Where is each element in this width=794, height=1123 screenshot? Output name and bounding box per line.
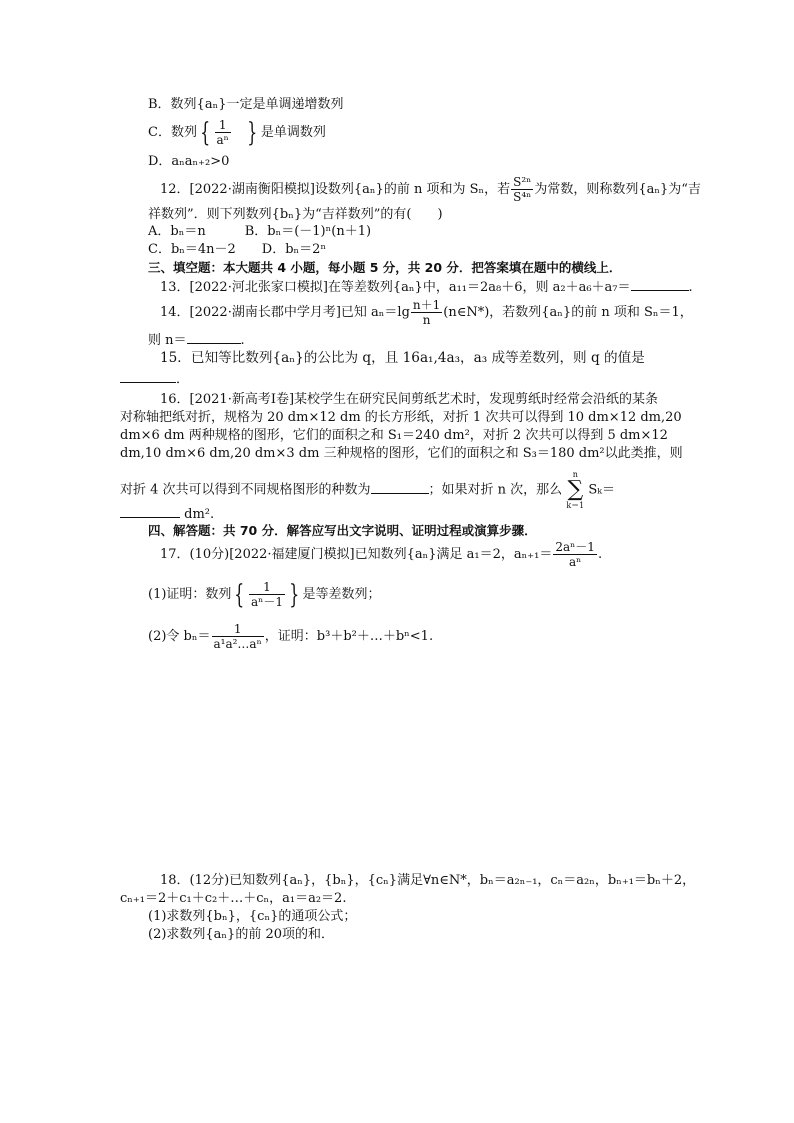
q18-line1: 18．(12分)已知数列{aₙ}，{bₙ}，{cₙ}满足∀n∈N*，bₙ＝a₂ₙ₋₁，cₙ＝a₂ₙ，bₙ₊₁＝bₙ＋2， xyxy=(160,873,696,888)
q17-part2-fraction: $\frac{1}{\text{a¹a²…aⁿ}}$ xyxy=(213,622,262,651)
q16-answer-blank-2 xyxy=(120,505,180,518)
q17-part2: (2)令 bₙ＝ $\frac{1}{\text{a¹a²…aⁿ}}$ ，证明：b³＋b²＋…＋bⁿ<1. xyxy=(148,622,434,651)
q16-line5: 对折 4 次共可以得到不同规格图形的种数为 ；如果对折 n 次，那么 n ∑ k＝1 Sₖ＝ xyxy=(120,470,616,510)
q16-line2: 对称轴把纸对折，规格为 20 dm×12 dm 的长方形纸，对折 1 次共可以得到 10 dm×12 dm,20 xyxy=(120,410,682,425)
q15-answer-blank xyxy=(120,370,176,383)
q16-line6: dm². xyxy=(120,505,214,523)
q14-stem-line2: 则 n＝ . xyxy=(148,333,245,348)
q16-line1: 16．[2021·新高考Ⅰ卷]某校学生在研究民间剪纸艺术时，发现剪纸时经常会沿纸的某条 xyxy=(160,392,659,407)
q12-options-ab: A．bₙ＝n B．bₙ＝(－1)ⁿ(n＋1) xyxy=(148,224,372,239)
section-three-heading: 三、填空题：本大题共 4 小题，每小题 5 分，共 20 分．把答案填在题中的横线上． xyxy=(148,260,622,275)
q18-line2: cₙ₊₁＝2＋c₁＋c₂＋…＋cₙ，a₁＝a₂＝2. xyxy=(120,891,347,906)
q17-fraction: $\frac{\text{2aⁿ－1}}{\text{aⁿ}}$ xyxy=(555,540,595,569)
q18-part1: (1)求数列{bₙ}，{cₙ}的通项公式； xyxy=(148,909,357,924)
q15-stem: 15．已知等比数列{aₙ}的公比为 q，且 16a₁,4a₃，a₃ 成等差数列，则 q 的值是 xyxy=(160,350,645,366)
q11-option-b: B．数列{aₙ}一定是单调递增数列 xyxy=(148,97,344,112)
section-four-heading: 四、解答题：共 70 分．解答应写出文字说明、证明过程或演算步骤． xyxy=(148,523,537,538)
q14-fraction: $\frac{n+1}{n}$ xyxy=(412,298,441,327)
q11-c-fraction: $\frac{1}{\text{aⁿ}}$ xyxy=(216,118,229,147)
q14-stem: 14．[2022·湖南长郡中学月考]已知 aₙ＝lg $\frac{n+1}{n}$ (n∈N*)，若数列{aₙ}的前 n 项和 Sₙ＝1， xyxy=(160,298,693,327)
summation-symbol: n ∑ k＝1 xyxy=(566,470,585,510)
q18-part2: (2)求数列{aₙ}的前 20项的和． xyxy=(148,927,335,942)
q12-fraction: $\frac{\text{S²ⁿ}}{\text{S⁴ⁿ}}$ xyxy=(513,175,532,204)
q12-stem: 12．[2022·湖南衡阳模拟]设数列{aₙ}的前 n 项和为 Sₙ，若 $\frac{\text{S²ⁿ}}{\text{S⁴ⁿ}}$ 为常数，则称数列{aₙ}为“吉 xyxy=(160,175,701,204)
q17-part1-fraction: $\frac{1}{\text{aⁿ－1}}$ xyxy=(250,580,283,609)
q12-stem-line2: 祥数列”．则下列数列{bₙ}为“吉祥数列”的有( ) xyxy=(148,207,443,222)
q16-line4: dm,10 dm×6 dm,20 dm×3 dm 三种规格的图形，它们的面积之和 S₃＝180 dm²以此类推，则 xyxy=(120,446,683,461)
q16-answer-blank-1 xyxy=(371,481,429,494)
q14-answer-blank xyxy=(187,331,241,344)
q15-stem-line2: ． xyxy=(120,370,189,388)
q11-option-d: D．aₙaₙ₊₂>0 xyxy=(148,154,230,169)
q17-stem: 17．(10分)[2022·福建厦门模拟]已知数列{aₙ}满足 a₁＝2，aₙ₊₁＝ $\frac{\text{2aⁿ－1}}{\text{aⁿ}}$ . xyxy=(160,540,603,569)
q13-answer-blank xyxy=(631,278,689,291)
q13-stem: 13．[2022·河北张家口模拟]在等差数列{aₙ}中，a₁₁＝2a₈＋6，则 a₂＋a₆＋a₇＝ . xyxy=(160,280,693,295)
q16-line3: dm×6 dm 两种规格的图形，它们的面积之和 S₁＝240 dm²，对折 2 次共可以得到 5 dm×12 xyxy=(120,428,668,443)
q11-option-c: C．数列 { $\frac{1}{\text{aⁿ}}$ } 是单调数列 xyxy=(148,117,326,148)
q17-part1: (1)证明：数列 { $\frac{1}{\text{aⁿ－1}}$ } 是等差数列； xyxy=(148,579,381,610)
q12-options-cd: C．bₙ＝4n－2 D．bₙ＝2ⁿ xyxy=(148,242,327,257)
